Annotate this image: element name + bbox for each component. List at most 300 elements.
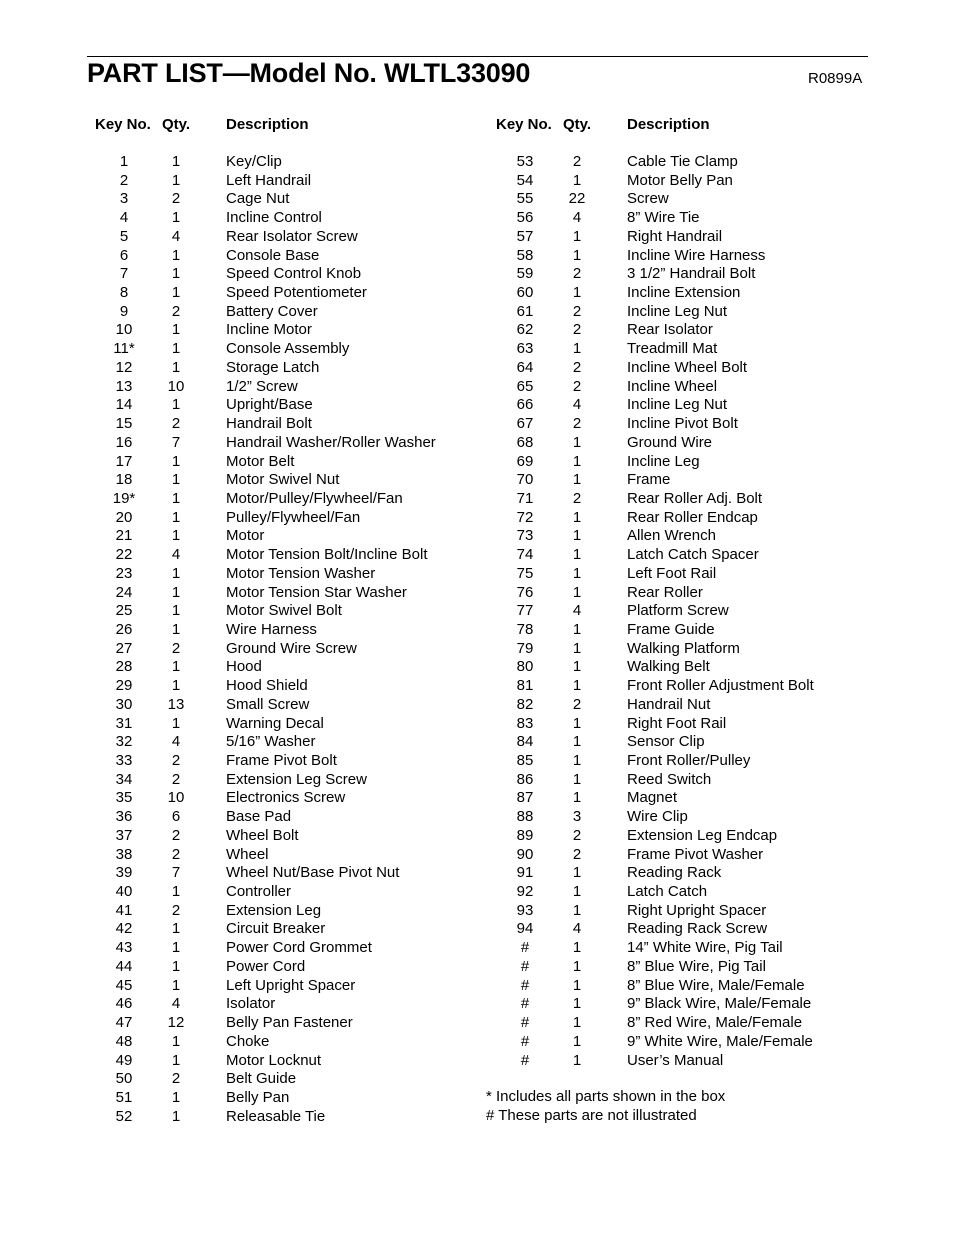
part-quantity: 1 <box>572 1051 582 1069</box>
part-key-number: 44 <box>115 957 133 975</box>
part-quantity: 10 <box>167 789 185 807</box>
part-key-number: 82 <box>516 695 534 713</box>
part-description: Front Roller Adjustment Bolt <box>627 677 814 695</box>
header-description-right: Description <box>627 116 710 133</box>
part-key-number: 31 <box>115 714 133 732</box>
part-quantity: 1 <box>171 1088 181 1106</box>
part-quantity: 1 <box>572 340 582 358</box>
part-row <box>0 190 954 209</box>
part-key-number: 78 <box>516 620 534 638</box>
part-key-number: 73 <box>516 527 534 545</box>
part-description: Upright/Base <box>226 396 313 414</box>
part-quantity: 2 <box>572 358 582 376</box>
part-description: Latch Catch <box>627 883 708 901</box>
part-quantity: 2 <box>171 770 181 788</box>
part-description: Right Upright Spacer <box>627 901 767 919</box>
part-description: Wire Clip <box>627 808 688 826</box>
part-description: Rear Isolator Screw <box>226 227 358 245</box>
part-quantity: 4 <box>171 227 181 245</box>
part-key-number: 38 <box>115 845 133 863</box>
part-description: Cage Nut <box>226 190 290 208</box>
part-description: Walking Platform <box>627 639 740 657</box>
note-included: * Includes all parts shown in the box <box>486 1088 726 1105</box>
part-row <box>0 864 954 883</box>
part-key-number: 46 <box>115 995 133 1013</box>
part-quantity: 1 <box>171 358 181 376</box>
part-description: Belt Guide <box>226 1070 297 1088</box>
part-row <box>0 153 954 172</box>
part-quantity: 1 <box>572 546 582 564</box>
part-row <box>0 752 954 771</box>
part-quantity: 1 <box>572 171 582 189</box>
part-description: Cable Tie Clamp <box>627 153 738 170</box>
part-key-number: 29 <box>115 677 133 695</box>
part-row <box>0 958 954 977</box>
title-rule <box>87 56 868 57</box>
part-description: Sensor Clip <box>627 733 705 751</box>
part-key-number: 3 <box>119 190 129 208</box>
part-description: Motor Tension Star Washer <box>226 583 407 601</box>
part-row <box>0 1033 954 1052</box>
part-key-number: 91 <box>516 864 534 882</box>
part-key-number: 57 <box>516 227 534 245</box>
part-quantity: 1 <box>171 153 181 170</box>
part-quantity: 1 <box>171 265 181 283</box>
part-quantity: 2 <box>572 321 582 339</box>
part-row <box>0 1014 954 1033</box>
part-quantity: 1 <box>572 733 582 751</box>
part-description: Console Assembly <box>226 340 350 358</box>
part-key-number: 90 <box>516 845 534 863</box>
part-description: Frame Guide <box>627 620 715 638</box>
part-quantity: 1 <box>171 508 181 526</box>
part-key-number: 89 <box>516 826 534 844</box>
part-key-number: 49 <box>115 1051 133 1069</box>
part-quantity: 2 <box>171 752 181 769</box>
part-key-number: 35 <box>115 789 133 807</box>
part-quantity: 1 <box>171 620 181 638</box>
part-key-number: 39 <box>115 864 133 882</box>
part-key-number: 34 <box>115 770 133 788</box>
part-quantity: 1 <box>572 939 582 957</box>
part-quantity: 1 <box>572 471 582 489</box>
part-row <box>0 453 954 472</box>
part-row <box>0 939 954 958</box>
part-row <box>0 902 954 921</box>
part-description: Frame Pivot Washer <box>627 845 764 863</box>
part-description: Walking Belt <box>627 658 710 676</box>
part-description: Frame Pivot Bolt <box>226 752 337 769</box>
part-key-number: 12 <box>115 358 133 376</box>
part-quantity: 1 <box>171 209 181 227</box>
part-row <box>0 490 954 509</box>
part-description: Wire Harness <box>226 620 317 638</box>
part-key-number: 42 <box>115 920 133 938</box>
part-quantity: 2 <box>572 489 582 507</box>
part-quantity: 1 <box>572 452 582 470</box>
part-quantity: 1 <box>572 583 582 601</box>
part-description: Frame <box>627 471 671 489</box>
part-quantity: 1 <box>171 1051 181 1069</box>
part-description: 3 1/2” Handrail Bolt <box>627 265 756 283</box>
part-quantity: 1 <box>572 995 582 1013</box>
part-quantity: 1 <box>171 489 181 507</box>
part-key-number: 81 <box>516 677 534 695</box>
part-quantity: 13 <box>167 695 185 713</box>
part-row <box>0 1089 477 1108</box>
part-row <box>0 509 954 528</box>
part-description: Power Cord <box>226 957 306 975</box>
part-description: Rear Roller <box>627 583 703 601</box>
part-key-number: 13 <box>115 377 133 395</box>
part-row <box>0 658 954 677</box>
part-description: Incline Control <box>226 209 322 227</box>
part-key-number: 17 <box>115 452 133 470</box>
part-key-number: 68 <box>516 433 534 451</box>
part-row <box>0 172 954 191</box>
part-description: Left Upright Spacer <box>226 976 356 994</box>
part-description: Extension Leg Screw <box>226 770 367 788</box>
part-description: Extension Leg <box>226 901 322 919</box>
part-key-number: 33 <box>115 752 133 769</box>
part-quantity: 1 <box>171 920 181 938</box>
part-quantity: 4 <box>572 396 582 414</box>
part-row <box>0 565 954 584</box>
part-description: Belly Pan <box>226 1088 290 1106</box>
part-description: Hood Shield <box>226 677 308 695</box>
part-quantity: 4 <box>171 995 181 1013</box>
part-key-number: 80 <box>516 658 534 676</box>
part-quantity: 2 <box>171 415 181 433</box>
part-quantity: 7 <box>171 864 181 882</box>
part-key-number: 24 <box>115 583 133 601</box>
part-description: Small Screw <box>226 695 310 713</box>
part-description: Key/Clip <box>226 153 282 170</box>
part-key-number: 63 <box>516 340 534 358</box>
part-quantity: 2 <box>572 377 582 395</box>
part-description: User’s Manual <box>627 1051 724 1069</box>
part-key-number: 93 <box>516 901 534 919</box>
part-key-number: 15 <box>115 415 133 433</box>
part-quantity: 2 <box>171 901 181 919</box>
part-quantity: 1 <box>171 602 181 620</box>
part-quantity: 2 <box>572 826 582 844</box>
part-quantity: 1 <box>171 583 181 601</box>
part-description: Motor Tension Washer <box>226 564 376 582</box>
part-key-number: 66 <box>516 396 534 414</box>
part-key-number: 61 <box>516 302 534 320</box>
part-key-number: 5 <box>119 227 129 245</box>
part-quantity: 2 <box>572 415 582 433</box>
part-row <box>0 1052 954 1071</box>
part-description: Ground Wire <box>627 433 713 451</box>
part-quantity: 6 <box>171 808 181 826</box>
part-description: Hood <box>226 658 262 676</box>
part-row <box>0 321 954 340</box>
part-key-number: 79 <box>516 639 534 657</box>
part-key-number: 62 <box>516 321 534 339</box>
part-quantity: 1 <box>171 714 181 732</box>
part-key-number: 58 <box>516 246 534 264</box>
part-quantity: 1 <box>171 658 181 676</box>
part-description: 9” Black Wire, Male/Female <box>627 995 812 1013</box>
part-row <box>0 396 954 415</box>
part-description: Incline Pivot Bolt <box>627 415 738 433</box>
part-key-number: 50 <box>115 1070 133 1088</box>
part-key-number: 74 <box>516 546 534 564</box>
part-description: Battery Cover <box>226 302 318 320</box>
part-description: Incline Leg <box>627 452 700 470</box>
part-row <box>0 677 954 696</box>
part-row <box>0 228 954 247</box>
part-key-number: 4 <box>119 209 129 227</box>
part-row <box>0 303 954 322</box>
part-key-number: 48 <box>115 1032 133 1050</box>
part-row <box>0 715 954 734</box>
part-description: Motor Tension Bolt/Incline Bolt <box>226 546 428 564</box>
header-qty-left: Qty. <box>162 116 191 133</box>
part-quantity: 1 <box>572 1032 582 1050</box>
part-quantity: 1 <box>171 1032 181 1050</box>
part-description: Console Base <box>226 246 320 264</box>
part-quantity: 2 <box>171 1070 181 1088</box>
part-description: Speed Potentiometer <box>226 284 367 302</box>
part-description: Motor Belt <box>226 452 295 470</box>
part-description: 8” Wire Tie <box>627 209 700 227</box>
part-description: Releasable Tie <box>226 1107 326 1125</box>
part-quantity: 2 <box>171 845 181 863</box>
part-description: 5/16” Washer <box>226 733 316 751</box>
part-description: Front Roller/Pulley <box>627 752 751 769</box>
part-description: Reading Rack Screw <box>627 920 768 938</box>
part-description: Electronics Screw <box>226 789 346 807</box>
part-description: 14” White Wire, Pig Tail <box>627 939 783 957</box>
part-row <box>0 621 954 640</box>
part-quantity: 10 <box>167 377 185 395</box>
part-quantity: 2 <box>572 695 582 713</box>
part-quantity: 1 <box>171 976 181 994</box>
part-key-number: 8 <box>119 284 129 302</box>
part-key-number: 56 <box>516 209 534 227</box>
part-key-number: 83 <box>516 714 534 732</box>
part-key-number: 16 <box>115 433 133 451</box>
part-row <box>0 771 954 790</box>
part-quantity: 22 <box>568 190 586 208</box>
part-row <box>0 584 954 603</box>
part-row <box>0 808 954 827</box>
header-qty-right: Qty. <box>563 116 592 133</box>
part-quantity: 4 <box>572 209 582 227</box>
part-key-number: 10 <box>115 321 133 339</box>
part-key-number: 53 <box>516 153 534 170</box>
part-description: Rear Roller Adj. Bolt <box>627 489 763 507</box>
part-description: Incline Wire Harness <box>627 246 766 264</box>
part-description: Motor Belly Pan <box>627 171 733 189</box>
part-key-number: 70 <box>516 471 534 489</box>
part-key-number: 69 <box>516 452 534 470</box>
part-description: Ground Wire Screw <box>226 639 357 657</box>
part-description: Incline Leg Nut <box>627 396 728 414</box>
part-row <box>0 995 954 1014</box>
part-quantity: 3 <box>572 808 582 826</box>
part-row <box>0 378 954 397</box>
part-quantity: 1 <box>171 321 181 339</box>
note-not-illustrated: # These parts are not illustrated <box>486 1107 697 1124</box>
part-key-number: 67 <box>516 415 534 433</box>
part-quantity: 4 <box>572 602 582 620</box>
part-description: Rear Isolator <box>627 321 713 339</box>
part-quantity: 1 <box>171 284 181 302</box>
part-quantity: 1 <box>572 677 582 695</box>
part-key-number: 92 <box>516 883 534 901</box>
part-quantity: 1 <box>572 770 582 788</box>
part-row <box>0 640 954 659</box>
part-row <box>0 977 954 996</box>
part-description: Left Foot Rail <box>627 564 717 582</box>
header-key-left: Key No. <box>95 116 151 133</box>
part-quantity: 2 <box>572 265 582 283</box>
part-key-number: 18 <box>115 471 133 489</box>
part-key-number: 64 <box>516 358 534 376</box>
part-quantity: 1 <box>572 508 582 526</box>
part-quantity: 2 <box>572 153 582 170</box>
part-row <box>0 1070 477 1089</box>
part-key-number: 6 <box>119 246 129 264</box>
part-row <box>0 265 954 284</box>
part-description: Rear Roller Endcap <box>627 508 758 526</box>
part-key-number: 25 <box>115 602 133 620</box>
part-key-number: 54 <box>516 171 534 189</box>
part-key-number: 37 <box>115 826 133 844</box>
part-key-number: 47 <box>115 1014 133 1032</box>
part-row <box>0 696 954 715</box>
part-description: Right Foot Rail <box>627 714 727 732</box>
part-key-number: 26 <box>115 620 133 638</box>
part-row <box>0 546 954 565</box>
part-description: Extension Leg Endcap <box>627 826 778 844</box>
part-key-number: 77 <box>516 602 534 620</box>
part-row <box>0 827 954 846</box>
part-description: Screw <box>627 190 669 208</box>
part-description: 1/2” Screw <box>226 377 298 395</box>
part-row <box>0 434 954 453</box>
part-description: Base Pad <box>226 808 292 826</box>
header-description-left: Description <box>226 116 309 133</box>
part-quantity: 2 <box>171 826 181 844</box>
part-quantity: 4 <box>171 733 181 751</box>
part-key-number: 32 <box>115 733 133 751</box>
part-description: Handrail Washer/Roller Washer <box>226 433 436 451</box>
part-key-number: 85 <box>516 752 534 769</box>
document-code: R0899A <box>808 70 863 87</box>
part-quantity: 1 <box>572 883 582 901</box>
part-description: Incline Leg Nut <box>627 302 728 320</box>
part-description: Reading Rack <box>627 864 722 882</box>
part-quantity: 1 <box>572 639 582 657</box>
part-key-number: 87 <box>516 789 534 807</box>
part-quantity: 1 <box>171 1107 181 1125</box>
part-description: Storage Latch <box>226 358 320 376</box>
part-key-number: # <box>520 995 530 1013</box>
part-description: 8” Blue Wire, Pig Tail <box>627 957 766 975</box>
part-quantity: 1 <box>171 677 181 695</box>
part-key-number: 36 <box>115 808 133 826</box>
part-row <box>0 247 954 266</box>
part-row <box>0 846 954 865</box>
part-row <box>0 415 954 434</box>
part-key-number: 65 <box>516 377 534 395</box>
part-key-number: 94 <box>516 920 534 938</box>
part-key-number: 22 <box>115 546 133 564</box>
part-key-number: 1 <box>119 153 129 170</box>
part-key-number: 59 <box>516 265 534 283</box>
part-row <box>0 359 954 378</box>
part-key-number: 52 <box>115 1107 133 1125</box>
part-description: Allen Wrench <box>627 527 716 545</box>
part-key-number: 19* <box>112 489 136 507</box>
part-quantity: 4 <box>572 920 582 938</box>
part-quantity: 1 <box>171 957 181 975</box>
part-quantity: 12 <box>167 1014 185 1032</box>
part-description: Pulley/Flywheel/Fan <box>226 508 361 526</box>
part-quantity: 1 <box>171 171 181 189</box>
part-key-number: # <box>520 1014 530 1032</box>
part-key-number: 60 <box>516 284 534 302</box>
part-quantity: 1 <box>572 1014 582 1032</box>
part-quantity: 1 <box>171 939 181 957</box>
part-row <box>0 527 954 546</box>
part-quantity: 2 <box>171 302 181 320</box>
part-description: Platform Screw <box>627 602 729 620</box>
part-key-number: # <box>520 1051 530 1069</box>
part-description: Wheel <box>226 845 269 863</box>
part-description: Left Handrail <box>226 171 312 189</box>
part-quantity: 1 <box>572 227 582 245</box>
part-key-number: 23 <box>115 564 133 582</box>
part-quantity: 1 <box>572 901 582 919</box>
part-description: Belly Pan Fastener <box>226 1014 353 1032</box>
part-description: Isolator <box>226 995 276 1013</box>
part-row <box>0 471 954 490</box>
part-quantity: 1 <box>572 864 582 882</box>
part-key-number: 51 <box>115 1088 133 1106</box>
part-quantity: 1 <box>171 883 181 901</box>
part-key-number: 21 <box>115 527 133 545</box>
part-key-number: 27 <box>115 639 133 657</box>
part-key-number: 55 <box>516 190 534 208</box>
part-description: Right Handrail <box>627 227 723 245</box>
part-key-number: 45 <box>115 976 133 994</box>
part-quantity: 1 <box>572 284 582 302</box>
part-description: Motor Swivel Bolt <box>226 602 342 620</box>
part-quantity: 1 <box>171 452 181 470</box>
part-description: 8” Red Wire, Male/Female <box>627 1014 803 1032</box>
part-key-number: # <box>520 1032 530 1050</box>
part-row <box>0 284 954 303</box>
part-quantity: 1 <box>171 340 181 358</box>
part-description: Handrail Nut <box>627 695 711 713</box>
part-quantity: 1 <box>572 564 582 582</box>
part-description: Incline Extension <box>627 284 741 302</box>
part-quantity: 1 <box>572 246 582 264</box>
part-key-number: 76 <box>516 583 534 601</box>
part-key-number: 11* <box>113 340 135 358</box>
part-description: 8” Blue Wire, Male/Female <box>627 976 805 994</box>
part-row <box>0 733 954 752</box>
part-key-number: # <box>520 939 530 957</box>
part-key-number: # <box>520 957 530 975</box>
part-description: Incline Wheel Bolt <box>627 358 748 376</box>
